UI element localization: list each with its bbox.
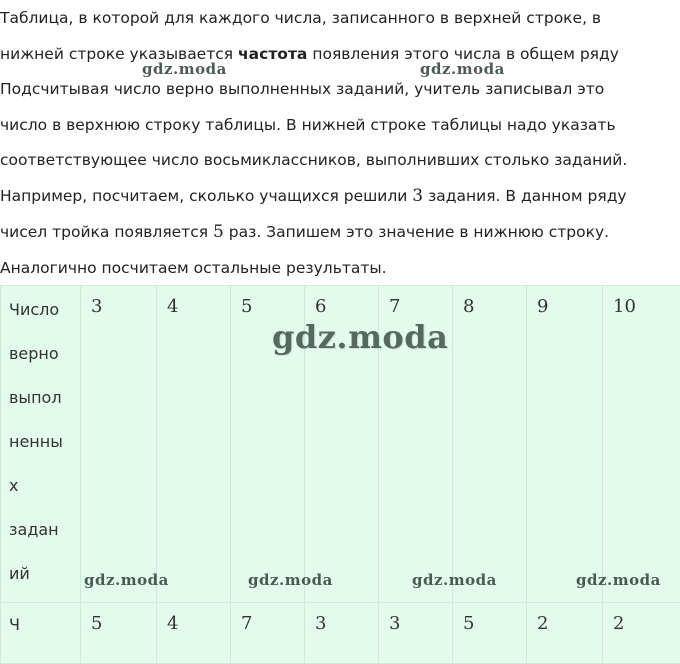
task-value: 10: [603, 286, 680, 317]
header-text: верно: [9, 332, 72, 376]
text-fragment: задания. В данном ряду: [423, 187, 626, 205]
header-text: ий: [9, 552, 72, 596]
task-value: 4: [157, 286, 230, 317]
table-cell: [81, 286, 157, 603]
table-cell: [231, 603, 305, 664]
watermark: gdz.moda: [412, 571, 497, 589]
text-line: Подсчитывая число верно выполненных заданий, учитель записывал это: [0, 78, 604, 100]
header-cell: [1, 286, 81, 603]
table-cell: [453, 603, 527, 664]
table-cell: [305, 603, 379, 664]
header-text: выпол: [9, 376, 72, 420]
table-cell: [157, 603, 231, 664]
task-value: 3: [81, 286, 156, 317]
text-fragment: Например, посчитаем, сколько учащихся решили: [0, 187, 412, 205]
table-cell: [527, 286, 603, 603]
text-line: [0, 221, 609, 243]
watermark: gdz.moda: [272, 318, 448, 356]
text-line: [0, 185, 627, 207]
table-row: [1, 603, 680, 664]
task-value: 6: [305, 286, 378, 317]
header-text: Число: [9, 288, 72, 332]
count-value: 3: [379, 603, 452, 634]
count-value: 2: [527, 603, 602, 634]
table-cell: [81, 603, 157, 664]
watermark: gdz.moda: [84, 571, 169, 589]
task-value: 8: [453, 286, 526, 317]
text-line: [0, 43, 619, 65]
text-line: Таблица, в которой для каждого числа, записанного в верхней строке, в: [0, 7, 601, 29]
header-text: Ч: [1, 603, 80, 645]
watermark: gdz.moda: [142, 60, 227, 78]
table-cell: [379, 603, 453, 664]
text-line: соответствующее число восьмиклассников, выполнивших столько заданий.: [0, 149, 627, 171]
text-fragment: раз. Запишем это значение в нижнюю строку.: [224, 223, 609, 241]
math-number: 5: [213, 222, 224, 242]
task-value: 5: [231, 286, 304, 317]
text-line: Аналогично посчитаем остальные результаты.: [0, 257, 387, 279]
count-value: 5: [453, 603, 526, 634]
text-fragment: нижней строке указывается: [0, 45, 238, 63]
task-value: 7: [379, 286, 452, 317]
text-fragment: чисел тройка появляется: [0, 223, 213, 241]
watermark: gdz.moda: [248, 571, 333, 589]
watermark: gdz.moda: [420, 60, 505, 78]
count-value: 3: [305, 603, 378, 634]
table-cell: [603, 603, 680, 664]
table-cell: [527, 603, 603, 664]
header-text: х: [9, 464, 72, 508]
bold-term: частота: [238, 45, 307, 63]
count-value: 2: [603, 603, 680, 634]
text-line: число в верхнюю строку таблицы. В нижней строке таблицы надо указать: [0, 114, 616, 136]
count-value: 5: [81, 603, 156, 634]
table-cell: [603, 286, 680, 603]
text-fragment: появления этого числа в общем ряду: [307, 45, 618, 63]
count-value: 4: [157, 603, 230, 634]
table-cell: [453, 286, 527, 603]
task-value: 9: [527, 286, 602, 317]
watermark: gdz.moda: [576, 571, 661, 589]
count-value: 7: [231, 603, 304, 634]
table-cell: [157, 286, 231, 603]
header-text: ненны: [9, 420, 72, 464]
header-text: задан: [9, 508, 72, 552]
math-number: 3: [412, 186, 423, 206]
header-cell: [1, 603, 81, 664]
